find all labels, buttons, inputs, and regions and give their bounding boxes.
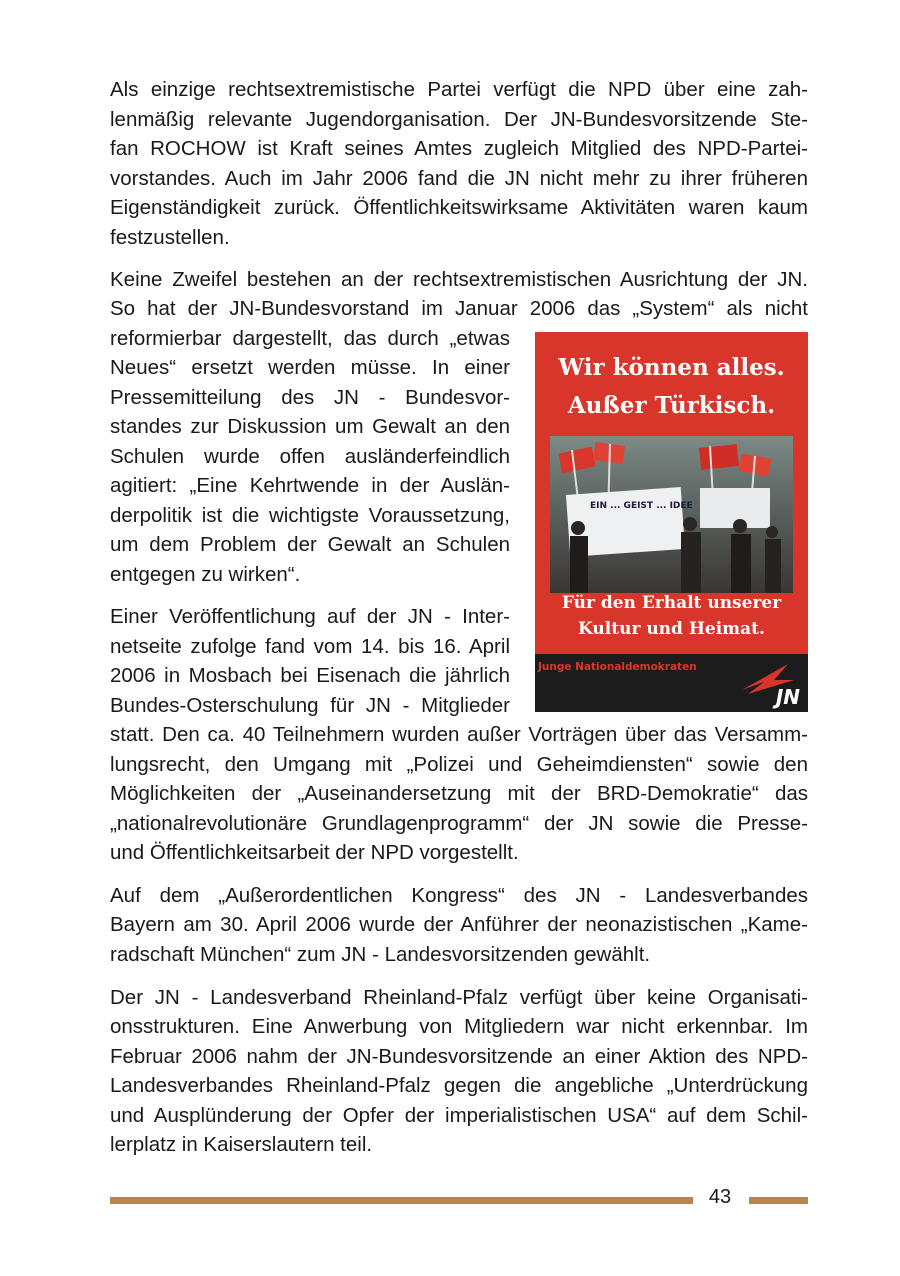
body-line: Als einzige rechtsextremistische Partei verfügt die NPD über eine zah- [110, 78, 808, 101]
body-line: festzustellen. [110, 226, 230, 249]
body-line: Bundes-Osterschulung für JN - Mitglieder [110, 694, 510, 717]
poster-headline: Außer Türkisch. [567, 392, 776, 419]
body-line: und Ausplünderung der Opfer der imperialistischen USA“ auf dem Schil- [110, 1104, 808, 1127]
poster-org-name: Junge Nationaldemokraten [538, 661, 697, 673]
banner-text: EIN ... GEIST ... IDEE [590, 501, 693, 511]
poster-photo [550, 436, 793, 593]
body-line: statt. Den ca. 40 Teilnehmern wurden außer Vorträgen über das Versamm- [110, 723, 808, 746]
body-line: derpolitik ist die wichtigste Voraussetzung, [110, 504, 510, 527]
footer-rule-left [110, 1197, 693, 1204]
body-line: Bayern am 30. April 2006 wurde der Anführer der neonazistischen „Kame- [110, 913, 808, 936]
body-line: 2006 in Mosbach bei Eisenach die jährlich [110, 664, 510, 687]
body-line: lenmäßig relevante Jugendorganisation. Der JN-Bundesvorsitzende Ste- [110, 108, 808, 131]
body-line: lungsrecht, den Umgang mit „Polizei und Geheimdiensten“ sowie den [110, 753, 808, 776]
body-line: entgegen zu wirken“. [110, 563, 301, 586]
body-line: agitiert: „Eine Kehrtwende in der Auslän- [110, 474, 510, 497]
poster-footer-bar [535, 654, 808, 712]
jn-poster-image [535, 332, 808, 712]
body-line: lerplatz in Kaiserslautern teil. [110, 1133, 373, 1156]
body-line: Keine Zweifel bestehen an der rechtsextremistischen Ausrichtung der JN. [110, 268, 808, 291]
demonstration-photo-icon [550, 436, 793, 593]
body-line: fan ROCHOW ist Kraft seines Amtes zugleich Mitglied des NPD-Partei- [110, 137, 808, 160]
poster-subline: Für den Erhalt unserer [561, 593, 782, 613]
body-line: Landesverbandes Rheinland-Pfalz gegen die angebliche „Unterdrückung [110, 1074, 808, 1097]
poster-subline: Kultur und Heimat. [578, 619, 765, 639]
body-line: Der JN - Landesverband Rheinland-Pfalz verfügt über keine Organisati- [110, 986, 808, 1009]
body-line: Schulen wurde offen ausländerfeindlich [110, 445, 510, 468]
body-line: Möglichkeiten der „Auseinandersetzung mit der BRD-Demokratie“ das [110, 782, 808, 805]
body-line: netseite zufolge fand vom 14. bis 16. April [110, 635, 510, 658]
body-line: Februar 2006 nahm der JN-Bundesvorsitzende an einer Aktion des NPD- [110, 1045, 808, 1068]
body-line: onsstrukturen. Eine Anwerbung von Mitgliedern war nicht erkennbar. Im [110, 1015, 808, 1038]
body-line: radschaft München“ zum JN - Landesvorsitzenden gewählt. [110, 943, 651, 966]
body-line: und Öffentlichkeitsarbeit der NPD vorgestellt. [110, 841, 519, 864]
body-line: Eigenständigkeit zurück. Öffentlichkeitswirksame Aktivitäten waren kaum [110, 196, 808, 219]
body-line: So hat der JN-Bundesvorstand im Januar 2006 das „System“ als nicht [110, 297, 808, 320]
jn-logo-text: JN [775, 685, 800, 709]
body-line: Pressemitteilung des JN - Bundesvor- [110, 386, 510, 409]
footer-rule-right [749, 1197, 808, 1204]
body-line: standes zur Diskussion um Gewalt an den [110, 415, 510, 438]
body-line: Neues“ ersetzt werden müsse. In einer [110, 356, 510, 379]
page-number: 43 [708, 1186, 732, 1208]
body-line: Auf dem „Außerordentlichen Kongress“ des JN - Landesverbandes [110, 884, 808, 907]
body-line: um dem Problem der Gewalt an Schulen [110, 533, 510, 556]
body-line: „nationalrevolutionäre Grundlagenprogramm“ der JN sowie die Presse- [110, 812, 808, 835]
body-line: reformierbar dargestellt, das durch „etwas [110, 327, 510, 350]
body-line: Einer Veröffentlichung auf der JN - Inter- [110, 605, 510, 628]
body-line: vorstandes. Auch im Jahr 2006 fand die JN nicht mehr zu ihrer früheren [110, 167, 808, 190]
poster-headline: Wir können alles. [558, 354, 785, 381]
